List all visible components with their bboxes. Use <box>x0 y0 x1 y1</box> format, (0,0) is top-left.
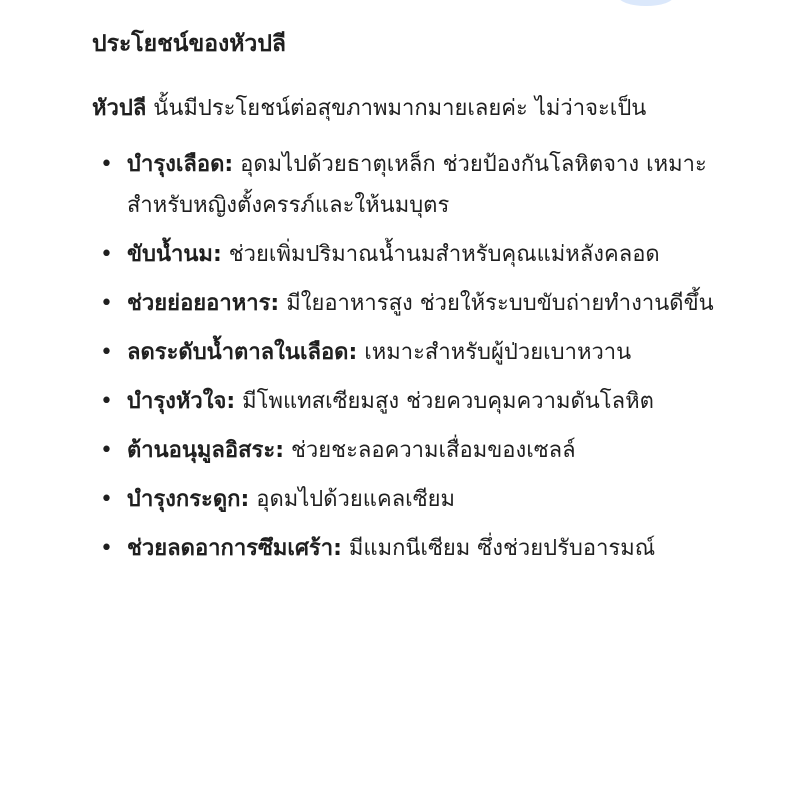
list-item <box>92 430 722 471</box>
list-item <box>92 283 722 324</box>
benefit-title: ช่วยลดอาการซึมเศร้า: <box>127 536 342 561</box>
list-item <box>92 479 722 520</box>
section-heading: ประโยชน์ของหัวปลี <box>92 31 287 57</box>
benefit-title: ต้านอนุมูลอิสระ: <box>127 438 284 463</box>
benefit-title: ช่วยย่อยอาหาร: <box>127 291 280 316</box>
bullet-icon: • <box>100 242 113 267</box>
bullet-icon: • <box>100 291 113 316</box>
bullet-icon: • <box>100 536 113 561</box>
list-item <box>92 144 722 226</box>
top-edge-bubble <box>618 0 674 6</box>
benefit-text: เหมาะสำหรับผู้ป่วยเบาหวาน <box>357 340 632 365</box>
benefit-title: บำรุงเลือด: <box>127 152 234 177</box>
benefit-title: ลดระดับน้ำตาลในเลือด: <box>127 340 358 365</box>
list-item <box>92 381 722 422</box>
bullet-icon: • <box>100 152 113 177</box>
bullet-icon: • <box>100 340 113 365</box>
list-item <box>92 528 722 569</box>
bullet-icon: • <box>100 389 113 414</box>
list-item <box>92 332 722 373</box>
response-content <box>92 24 722 577</box>
benefit-title: ขับน้ำนม: <box>127 242 222 267</box>
intro-paragraph <box>92 88 722 130</box>
benefit-text: ช่วยชะลอความเสื่อมของเซลล์ <box>284 438 576 463</box>
benefit-title: บำรุงกระดูก: <box>127 487 250 512</box>
benefit-text: ช่วยเพิ่มปริมาณน้ำนมสำหรับคุณแม่หลังคลอด <box>221 242 660 267</box>
intro-bold-term: หัวปลี <box>92 96 147 121</box>
bullet-icon: • <box>100 487 113 512</box>
benefit-text: มีโพแทสเซียมสูง ช่วยควบคุมความดันโลหิต <box>235 389 654 414</box>
benefit-text: อุดมไปด้วยแคลเซียม <box>249 487 456 512</box>
intro-text: นั้นมีประโยชน์ต่อสุขภาพมากมายเลยค่ะ ไม่ว่าจะเป็น <box>146 96 647 121</box>
benefit-text: มีแมกนีเซียม ซึ่งช่วยปรับอารมณ์ <box>341 536 656 561</box>
benefit-text: มีใยอาหารสูง ช่วยให้ระบบขับถ่ายทำงานดีขึ้น <box>279 291 714 316</box>
benefit-text: อุดมไปด้วยธาตุเหล็ก ช่วยป้องกันโลหิตจาง เหมาะสำหรับหญิงตั้งครรภ์และให้นมบุตร <box>127 152 707 218</box>
bullet-icon: • <box>100 438 113 463</box>
list-item <box>92 234 722 275</box>
benefit-title: บำรุงหัวใจ: <box>127 389 236 414</box>
benefits-list <box>92 144 722 569</box>
